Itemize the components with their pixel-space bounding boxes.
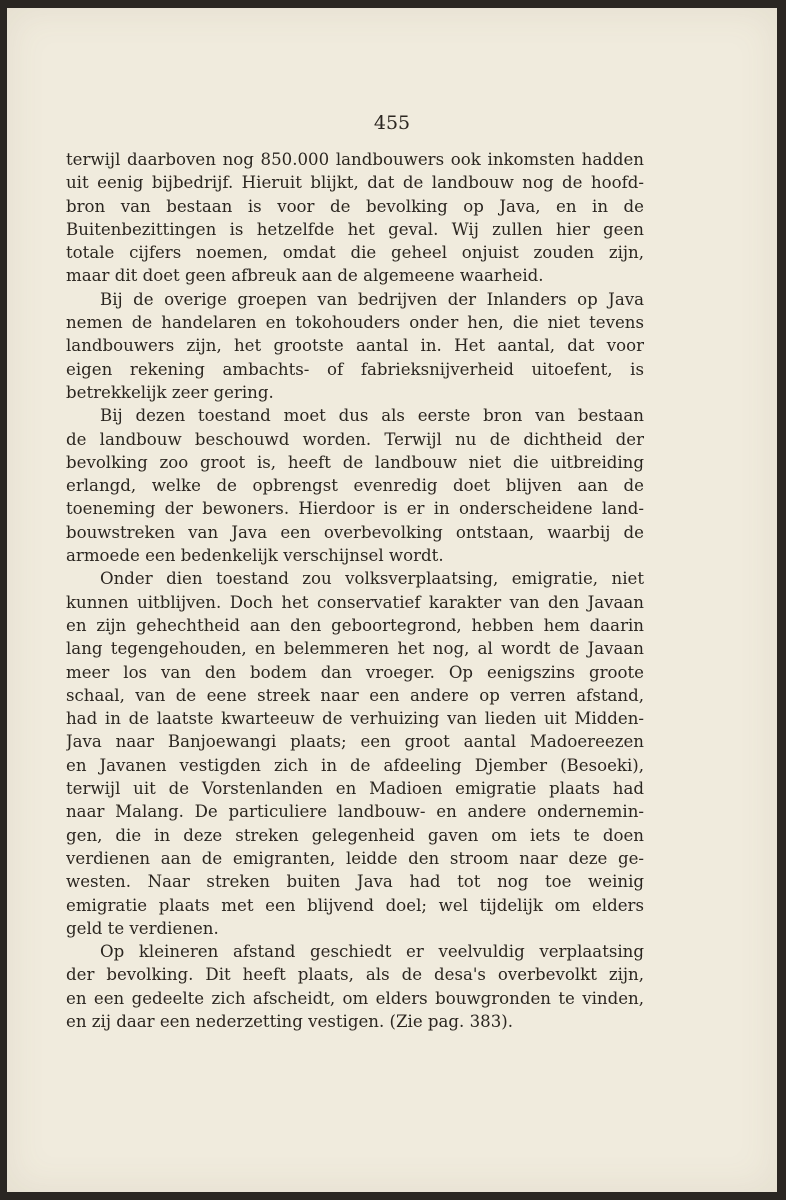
text-line: toeneming der bewoners. Hierdoor is er in onderscheidene land- [66,499,644,519]
text-line: gen, die in deze streken gelegenheid gaven om iets te doen [66,825,644,845]
text-line: betrekkelijk zeer gering. [66,382,274,402]
text-line: erlangd, welke de opbrengst evenredig doet blijven aan de [66,476,644,496]
text-line: kunnen uitblijven. Doch het conservatief karakter van den Javaan [66,592,644,612]
text-line: naar Malang. De particuliere landbouw- en andere ondernemin- [66,802,644,822]
text-line: en zijn gehechtheid aan den geboortegrond, hebben hem daarin [66,615,644,635]
text-line: maar dit doet geen afbreuk aan de algemeene waarheid. [66,266,544,286]
paragraph [66,940,644,1033]
text-line: en zij daar een nederzetting vestigen. (Zie pag. 383). [66,1011,514,1031]
text-line: bouwstreken van Java een overbevolking ontstaan, waarbij de [66,522,644,542]
text-line: bevolking zoo groot is, heeft de landbouw niet die uitbreiding [66,452,644,472]
text-line: terwijl daarboven nog 850.000 landbouwers ook inkomsten hadden [66,150,644,169]
text-line: meer los van den bodem dan vroeger. Op eenigszins groote [66,662,644,682]
text-line: schaal, van de eene streek naar een andere op verren afstand, [66,685,644,705]
text-line: Bij de overige groepen van bedrijven der Inlanders op Java [100,289,644,309]
text-line: Java naar Banjoewangi plaats; een groot aantal Madoereezen [66,732,644,752]
text-line: de landbouw beschouwd worden. Terwijl nu de dichtheid der [66,429,644,449]
text-body [66,148,644,1033]
text-line: armoede een bedenkelijk verschijnsel wordt. [66,546,444,566]
paragraph [66,148,644,288]
paragraph [66,404,644,567]
text-line: en een gedeelte zich afscheidt, om elders bouwgronden te vinden, [66,988,644,1008]
text-line: had in de laatste kwarteeuw de verhuizing van lieden uit Midden- [66,709,644,729]
text-line: eigen rekening ambachts- of fabrieksnijverheid uitoefent, is [66,359,644,379]
text-line: nemen de handelaren en tokohouders onder hen, die niet tevens [66,313,644,333]
paragraph [66,288,644,404]
text-line: Bij dezen toestand moet dus als eerste bron van bestaan [100,406,644,426]
text-line: Op kleineren afstand geschiedt er veelvuldig verplaatsing [100,942,644,962]
text-line: verdienen aan de emigranten, leidde den stroom naar deze ge- [66,848,644,868]
text-line: totale cijfers noemen, omdat die geheel onjuist zouden zijn, [66,243,644,263]
text-line: emigratie plaats met een blijvend doel; wel tijdelijk om elders [66,895,644,915]
text-line: uit eenig bijbedrijf. Hieruit blijkt, dat de landbouw nog de hoofd- [66,173,644,193]
text-line: Buitenbezittingen is hetzelfde het geval. Wij zullen hier geen [66,219,644,239]
paragraph [66,567,644,940]
text-line: westen. Naar streken buiten Java had tot nog toe weinig [66,872,644,892]
text-line: geld te verdienen. [66,918,219,938]
book-page [7,8,777,1192]
text-line: bron van bestaan is voor de bevolking op Java, en in de [66,196,644,216]
text-line: lang tegengehouden, en belemmeren het nog, al wordt de Javaan [66,639,644,659]
text-line: landbouwers zijn, het grootste aantal in. Het aantal, dat voor [66,336,644,356]
page-number: 455 [373,112,411,134]
text-line: Onder dien toestand zou volksverplaatsing, emigratie, niet [100,569,644,589]
text-line: terwijl uit de Vorstenlanden en Madioen emigratie plaats had [66,779,644,799]
text-line: der bevolking. Dit heeft plaats, als de desa's overbevolkt zijn, [66,965,644,985]
text-line: en Javanen vestigden zich in de afdeeling Djember (Besoeki), [66,755,644,775]
